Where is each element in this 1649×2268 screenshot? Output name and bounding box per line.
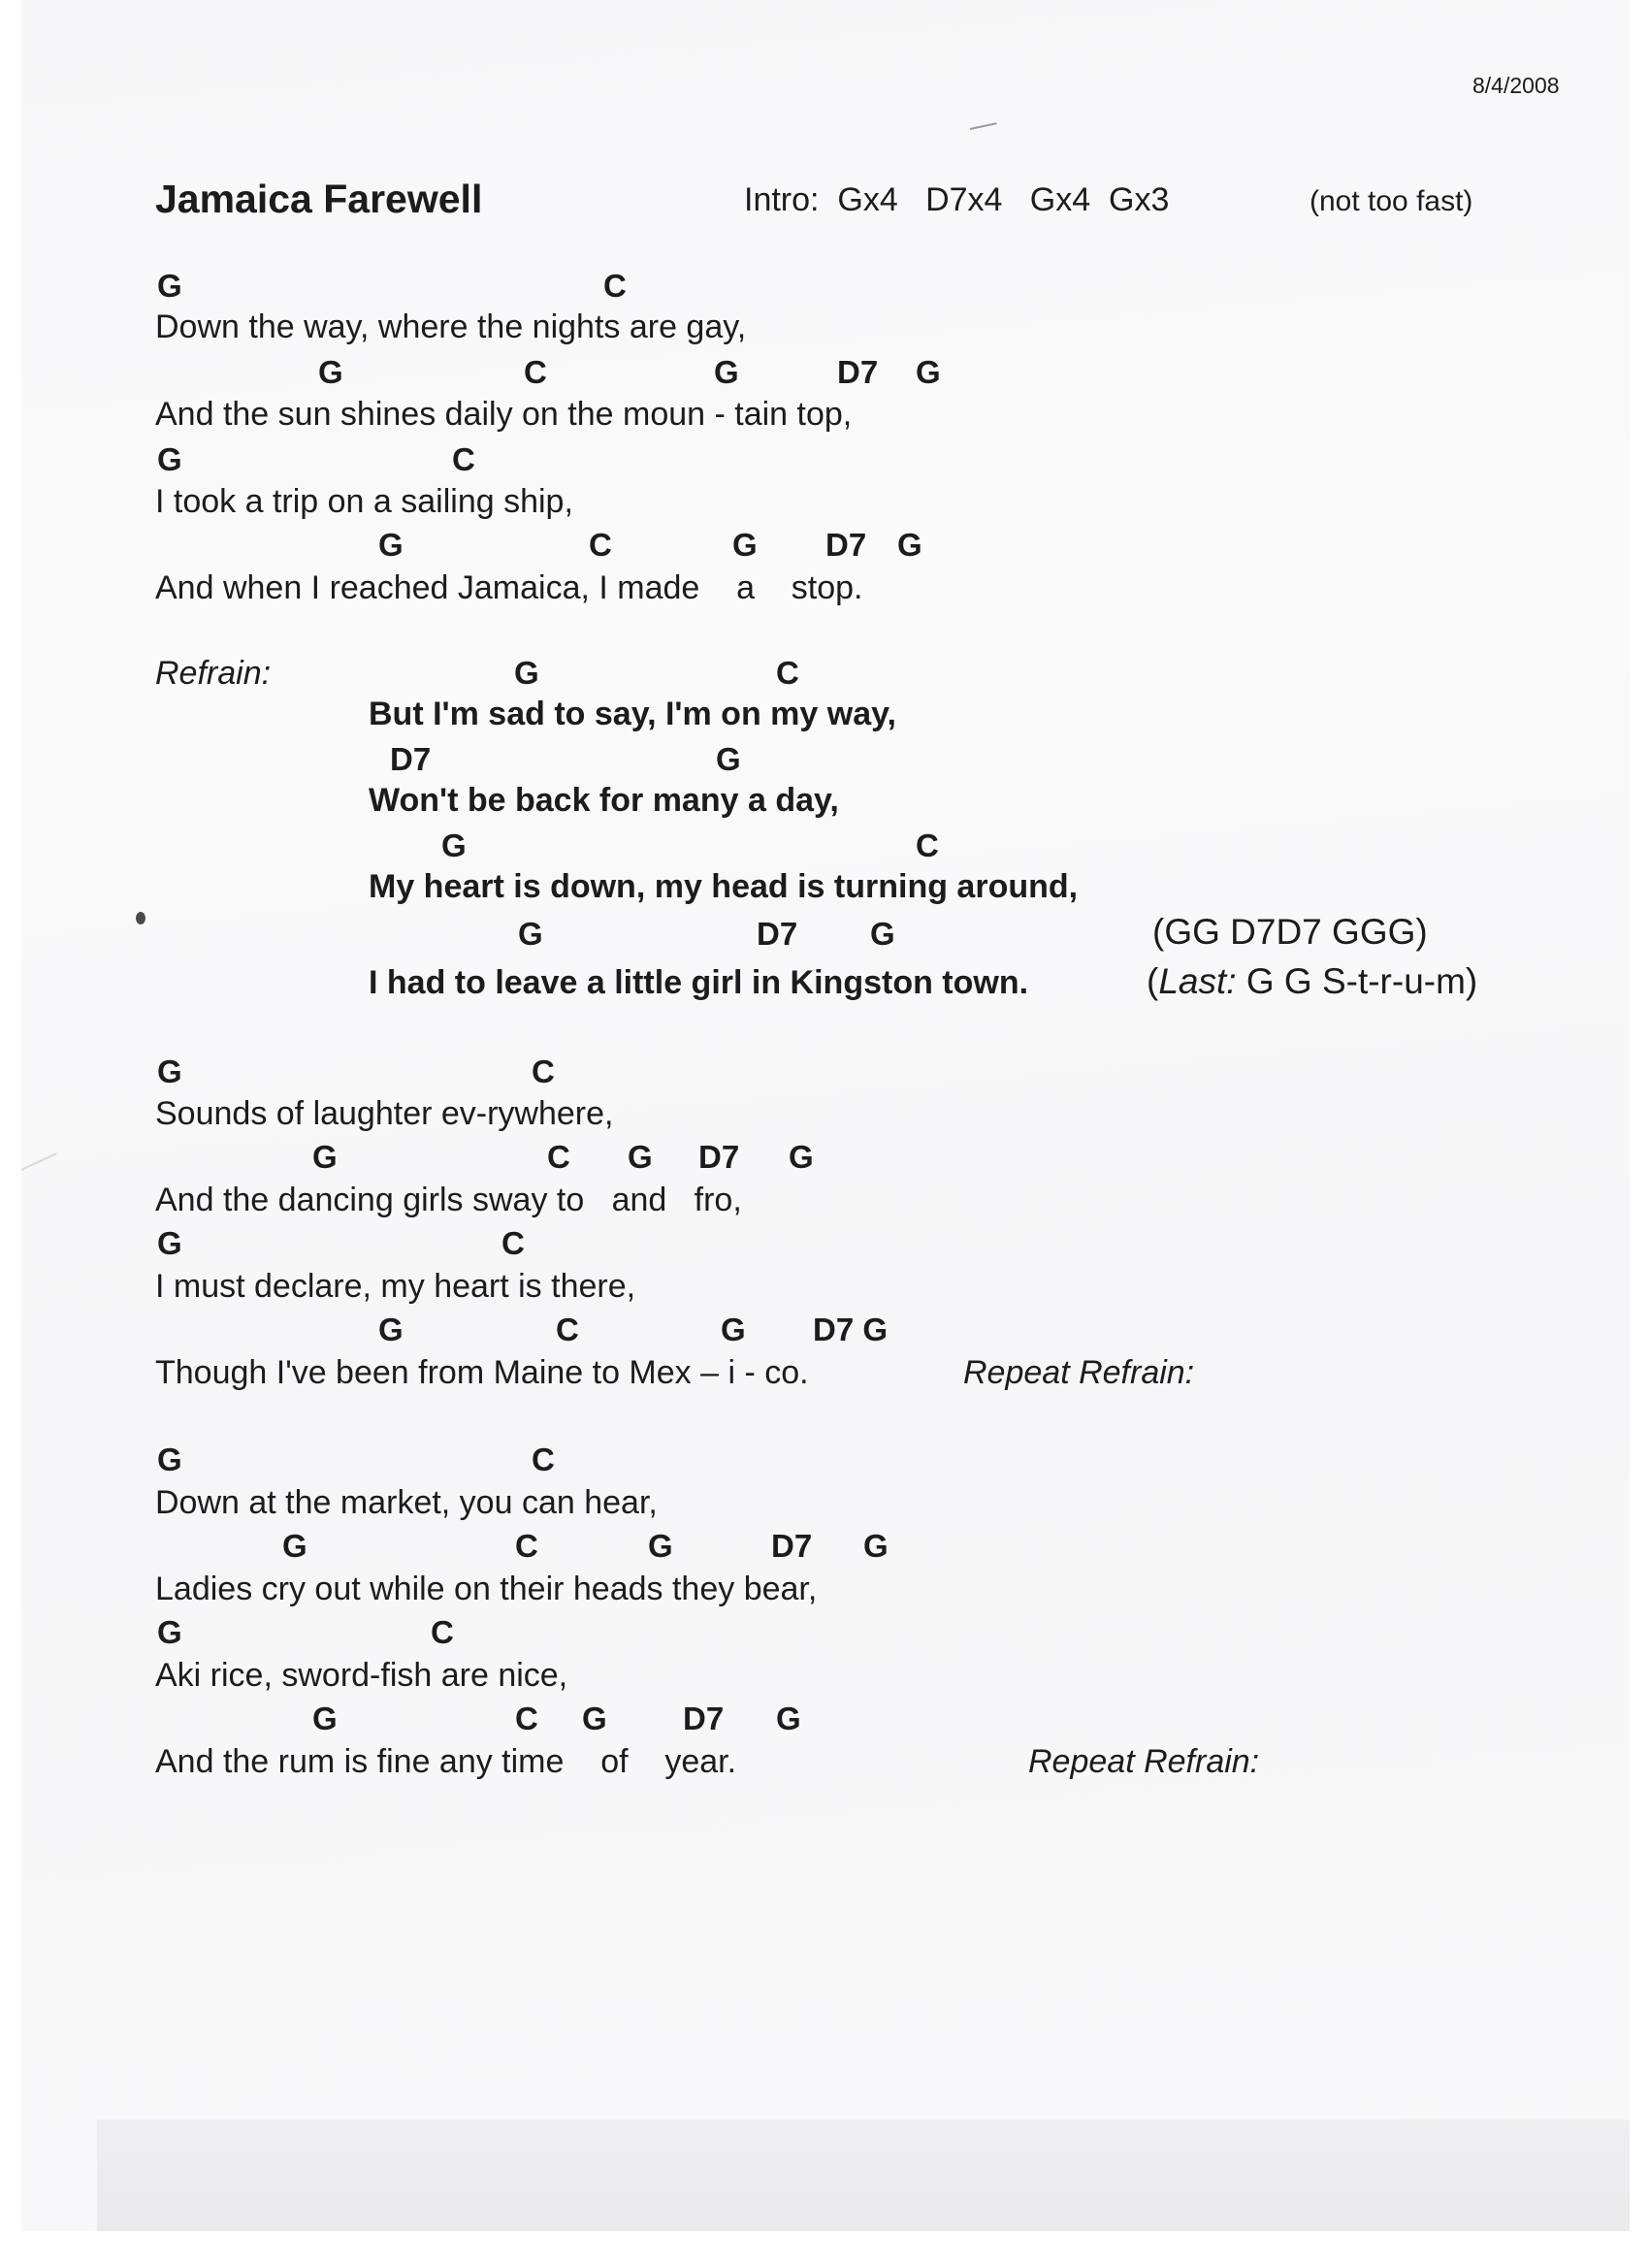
refrain-lyric-line: Won't be back for many a day, <box>369 782 839 819</box>
refrain-lyric-line: But I'm sad to say, I'm on my way, <box>369 696 896 732</box>
chord: G <box>157 1053 182 1089</box>
chord: G <box>648 1528 673 1564</box>
chord: C <box>431 1614 454 1650</box>
chord: G <box>518 916 543 952</box>
chord: G <box>378 1312 404 1347</box>
chord: G <box>312 1701 338 1736</box>
repeat-refrain-label: Repeat Refrain: <box>963 1354 1195 1391</box>
chord: G <box>157 1614 182 1650</box>
lyric-line: And when I reached Jamaica, I made a stop. <box>155 569 863 606</box>
lyric-line: Down the way, where the nights are gay, <box>155 308 747 345</box>
refrain-label: Refrain: <box>155 655 272 692</box>
lyric-line: Sounds of laughter ev-rywhere, <box>155 1095 614 1132</box>
chord: C <box>776 655 799 691</box>
chord: C <box>532 1053 555 1089</box>
chord: G <box>732 527 758 563</box>
chord: G <box>897 527 922 563</box>
intro-line: Intro: Gx4 D7x4 Gx4 Gx3 <box>744 181 1170 218</box>
chord: D7 <box>771 1528 813 1564</box>
chord: D7 <box>698 1139 740 1175</box>
chord: C <box>532 1442 555 1477</box>
lyric-line: And the sun shines daily on the moun - tain top, <box>155 396 853 433</box>
chord: C <box>515 1528 538 1564</box>
lyric-line: I took a trip on a sailing ship, <box>155 483 573 520</box>
chord: G <box>441 827 467 863</box>
refrain-lyric-line: I had to leave a little girl in Kingston town. <box>369 964 1029 1001</box>
chord: G <box>312 1139 338 1175</box>
song-title: Jamaica Farewell <box>155 177 483 221</box>
chord: G <box>157 268 182 304</box>
chord: G <box>628 1139 653 1175</box>
chord: G <box>582 1701 607 1736</box>
chord: G <box>776 1701 801 1736</box>
chord: G <box>714 354 739 390</box>
chord: G <box>721 1312 746 1347</box>
chord: C <box>547 1139 570 1175</box>
chord: C <box>916 827 939 863</box>
lyric-line: I must declare, my heart is there, <box>155 1268 636 1305</box>
date-stamp: 8/4/2008 <box>1472 73 1560 98</box>
chord: G <box>282 1528 307 1564</box>
chord: C <box>501 1225 525 1261</box>
chord: C <box>556 1312 579 1347</box>
tempo-note: (not too fast) <box>1310 185 1473 217</box>
ink-speck <box>136 912 146 924</box>
chord: G <box>716 741 741 777</box>
chord: D7 <box>683 1701 725 1736</box>
lyric-line: And the rum is fine any time of year. <box>155 1743 737 1780</box>
chord: G <box>789 1139 814 1175</box>
chord: G <box>318 354 343 390</box>
chord: G <box>157 1442 182 1477</box>
lyric-line: Ladies cry out while on their heads they bear, <box>155 1571 818 1607</box>
chord: D7 <box>837 354 879 390</box>
scan-shadow <box>97 2120 1630 2231</box>
lyric-line: Down at the market, you can hear, <box>155 1484 658 1521</box>
chord: C <box>603 268 627 304</box>
chord: C <box>524 354 547 390</box>
chord: C <box>589 527 612 563</box>
chord: G <box>157 441 182 477</box>
lyric-line: Aki rice, sword-fish are nice, <box>155 1657 568 1694</box>
chord: G <box>863 1528 889 1564</box>
chord: C <box>452 441 475 477</box>
chord: G <box>514 655 539 691</box>
lyric-line: Though I've been from Maine to Mex – i - co. <box>155 1354 809 1391</box>
chord: G <box>916 354 941 390</box>
chord: D7 <box>825 527 867 563</box>
chord: G <box>157 1225 182 1261</box>
chord: C <box>515 1701 538 1736</box>
chord: D7 <box>390 741 432 777</box>
chord: D7 G <box>813 1312 889 1347</box>
refrain-lyric-line: My heart is down, my head is turning around, <box>369 868 1079 905</box>
strum-pattern: (GG D7D7 GGG) <box>1152 912 1428 952</box>
chord: D7 <box>757 916 798 952</box>
chord: G <box>378 527 404 563</box>
repeat-refrain-label: Repeat Refrain: <box>1028 1743 1260 1780</box>
chord: G <box>870 916 895 952</box>
last-strum-note: (Last: G G S-t-r-u-m) <box>1147 961 1478 1001</box>
lyric-line: And the dancing girls sway to and fro, <box>155 1182 742 1218</box>
